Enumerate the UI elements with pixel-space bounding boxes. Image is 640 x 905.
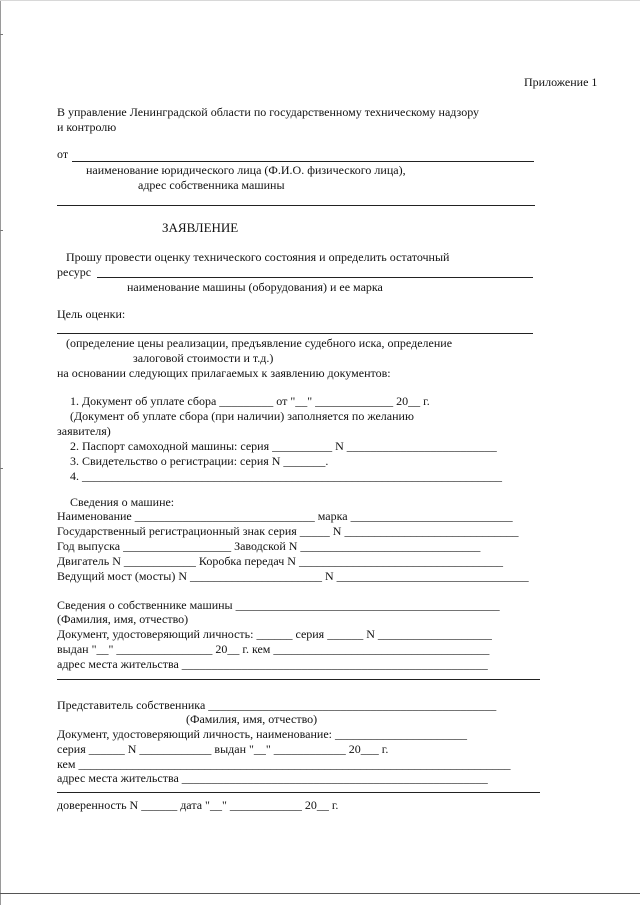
edge-tick <box>0 230 3 231</box>
from-hint-2: адрес собственника машины <box>138 178 285 192</box>
addressee-line-1: В управление Ленинградской области по государственному техническому надзору <box>57 105 480 119</box>
page-top-edge <box>0 0 640 1</box>
document-item-4: 4. ______________________________________________________________________ <box>70 469 502 483</box>
machine-engine-row: Двигатель N ____________ Коробка передач N __________________________________ <box>57 554 503 568</box>
from-name-line[interactable] <box>72 161 534 162</box>
proxy-row: доверенность N ______ дата "__" ____________ 20__ г. <box>57 798 339 812</box>
request-line-1: Прошу провести оценку технического состояния и определить остаточный <box>66 250 450 264</box>
representative-fio-hint: (Фамилия, имя, отчество) <box>186 712 318 726</box>
document-note-1: (Документ об уплате сбора (при наличии) заполняется по желанию <box>70 409 414 423</box>
representative-address-row: адрес места жительства ___________________________________________________ <box>57 771 488 785</box>
owner-fio-hint: (Фамилия, имя, отчество) <box>57 612 189 626</box>
purpose-label: Цель оценки: <box>57 307 126 321</box>
from-hint-1: наименование юридического лица (Ф.И.О. физического лица), <box>86 163 406 177</box>
machine-reg-row: Государственный регистрационный знак серия _____ N _____________________________ <box>57 524 519 538</box>
page-left-edge <box>0 0 1 905</box>
documents-basis: на основании следующих прилагаемых к заявлению документов: <box>57 366 391 380</box>
document-title: ЗАЯВЛЕНИЕ <box>162 220 239 235</box>
owner-heading: Сведения о собственнике машины ____________________________________________ <box>57 598 500 612</box>
document-item-3: 3. Свидетельство о регистрации: серия N _______. <box>70 454 329 468</box>
resource-line[interactable] <box>97 277 533 278</box>
owner-issued-row: выдан "__" ________________ 20__ г. кем ____________________________________ <box>57 642 490 656</box>
edge-tick <box>0 468 3 469</box>
representative-series-row: серия ______ N ____________ выдан "__" ____________ 20___ г. <box>57 742 389 756</box>
owner-doc-row: Документ, удостоверяющий личность: ______ серия ______ N ___________________ <box>57 627 492 641</box>
resource-hint: наименование машины (оборудования) и ее марка <box>127 280 383 294</box>
representative-heading: Представитель собственника ________________________________________________ <box>57 698 497 712</box>
machine-heading: Сведения о машине: <box>70 495 175 509</box>
representative-address-extra-line[interactable] <box>57 792 540 793</box>
document-item-2: 2. Паспорт самоходной машины: серия __________ N _________________________ <box>70 439 497 453</box>
appendix-label: Приложение 1 <box>524 75 598 89</box>
purpose-hint-1: (определение цены реализации, предъявление судебного иска, определение <box>66 336 453 350</box>
machine-axle-row: Ведущий мост (мосты) N ______________________ N ________________________________ <box>57 569 529 583</box>
owner-address-extra-line[interactable] <box>57 679 540 680</box>
from-label: от <box>57 147 69 161</box>
purpose-hint-2: залоговой стоимости и т.д.) <box>133 351 274 365</box>
owner-address-row: адрес места жительства ___________________________________________________ <box>57 657 488 671</box>
representative-by-row: кем ________________________________________________________________________ <box>57 757 511 771</box>
page-bottom-rule <box>0 893 640 894</box>
from-address-line[interactable] <box>57 205 535 206</box>
addressee-line-2: и контролю <box>57 120 117 134</box>
edge-tick <box>0 34 3 35</box>
document-note-2: заявителя) <box>57 424 111 438</box>
resource-label: ресурс <box>57 265 92 279</box>
representative-doc-row: Документ, удостоверяющий личность, наименование: ______________________ <box>57 727 467 741</box>
machine-name-row: Наименование ______________________________ марка ___________________________ <box>57 509 513 523</box>
purpose-line[interactable] <box>57 333 533 334</box>
document-item-1: 1. Документ об уплате сбора _________ от "__" _____________ 20__ г. <box>70 394 430 408</box>
machine-year-row: Год выпуска __________________ Заводской N ______________________________ <box>57 539 481 553</box>
